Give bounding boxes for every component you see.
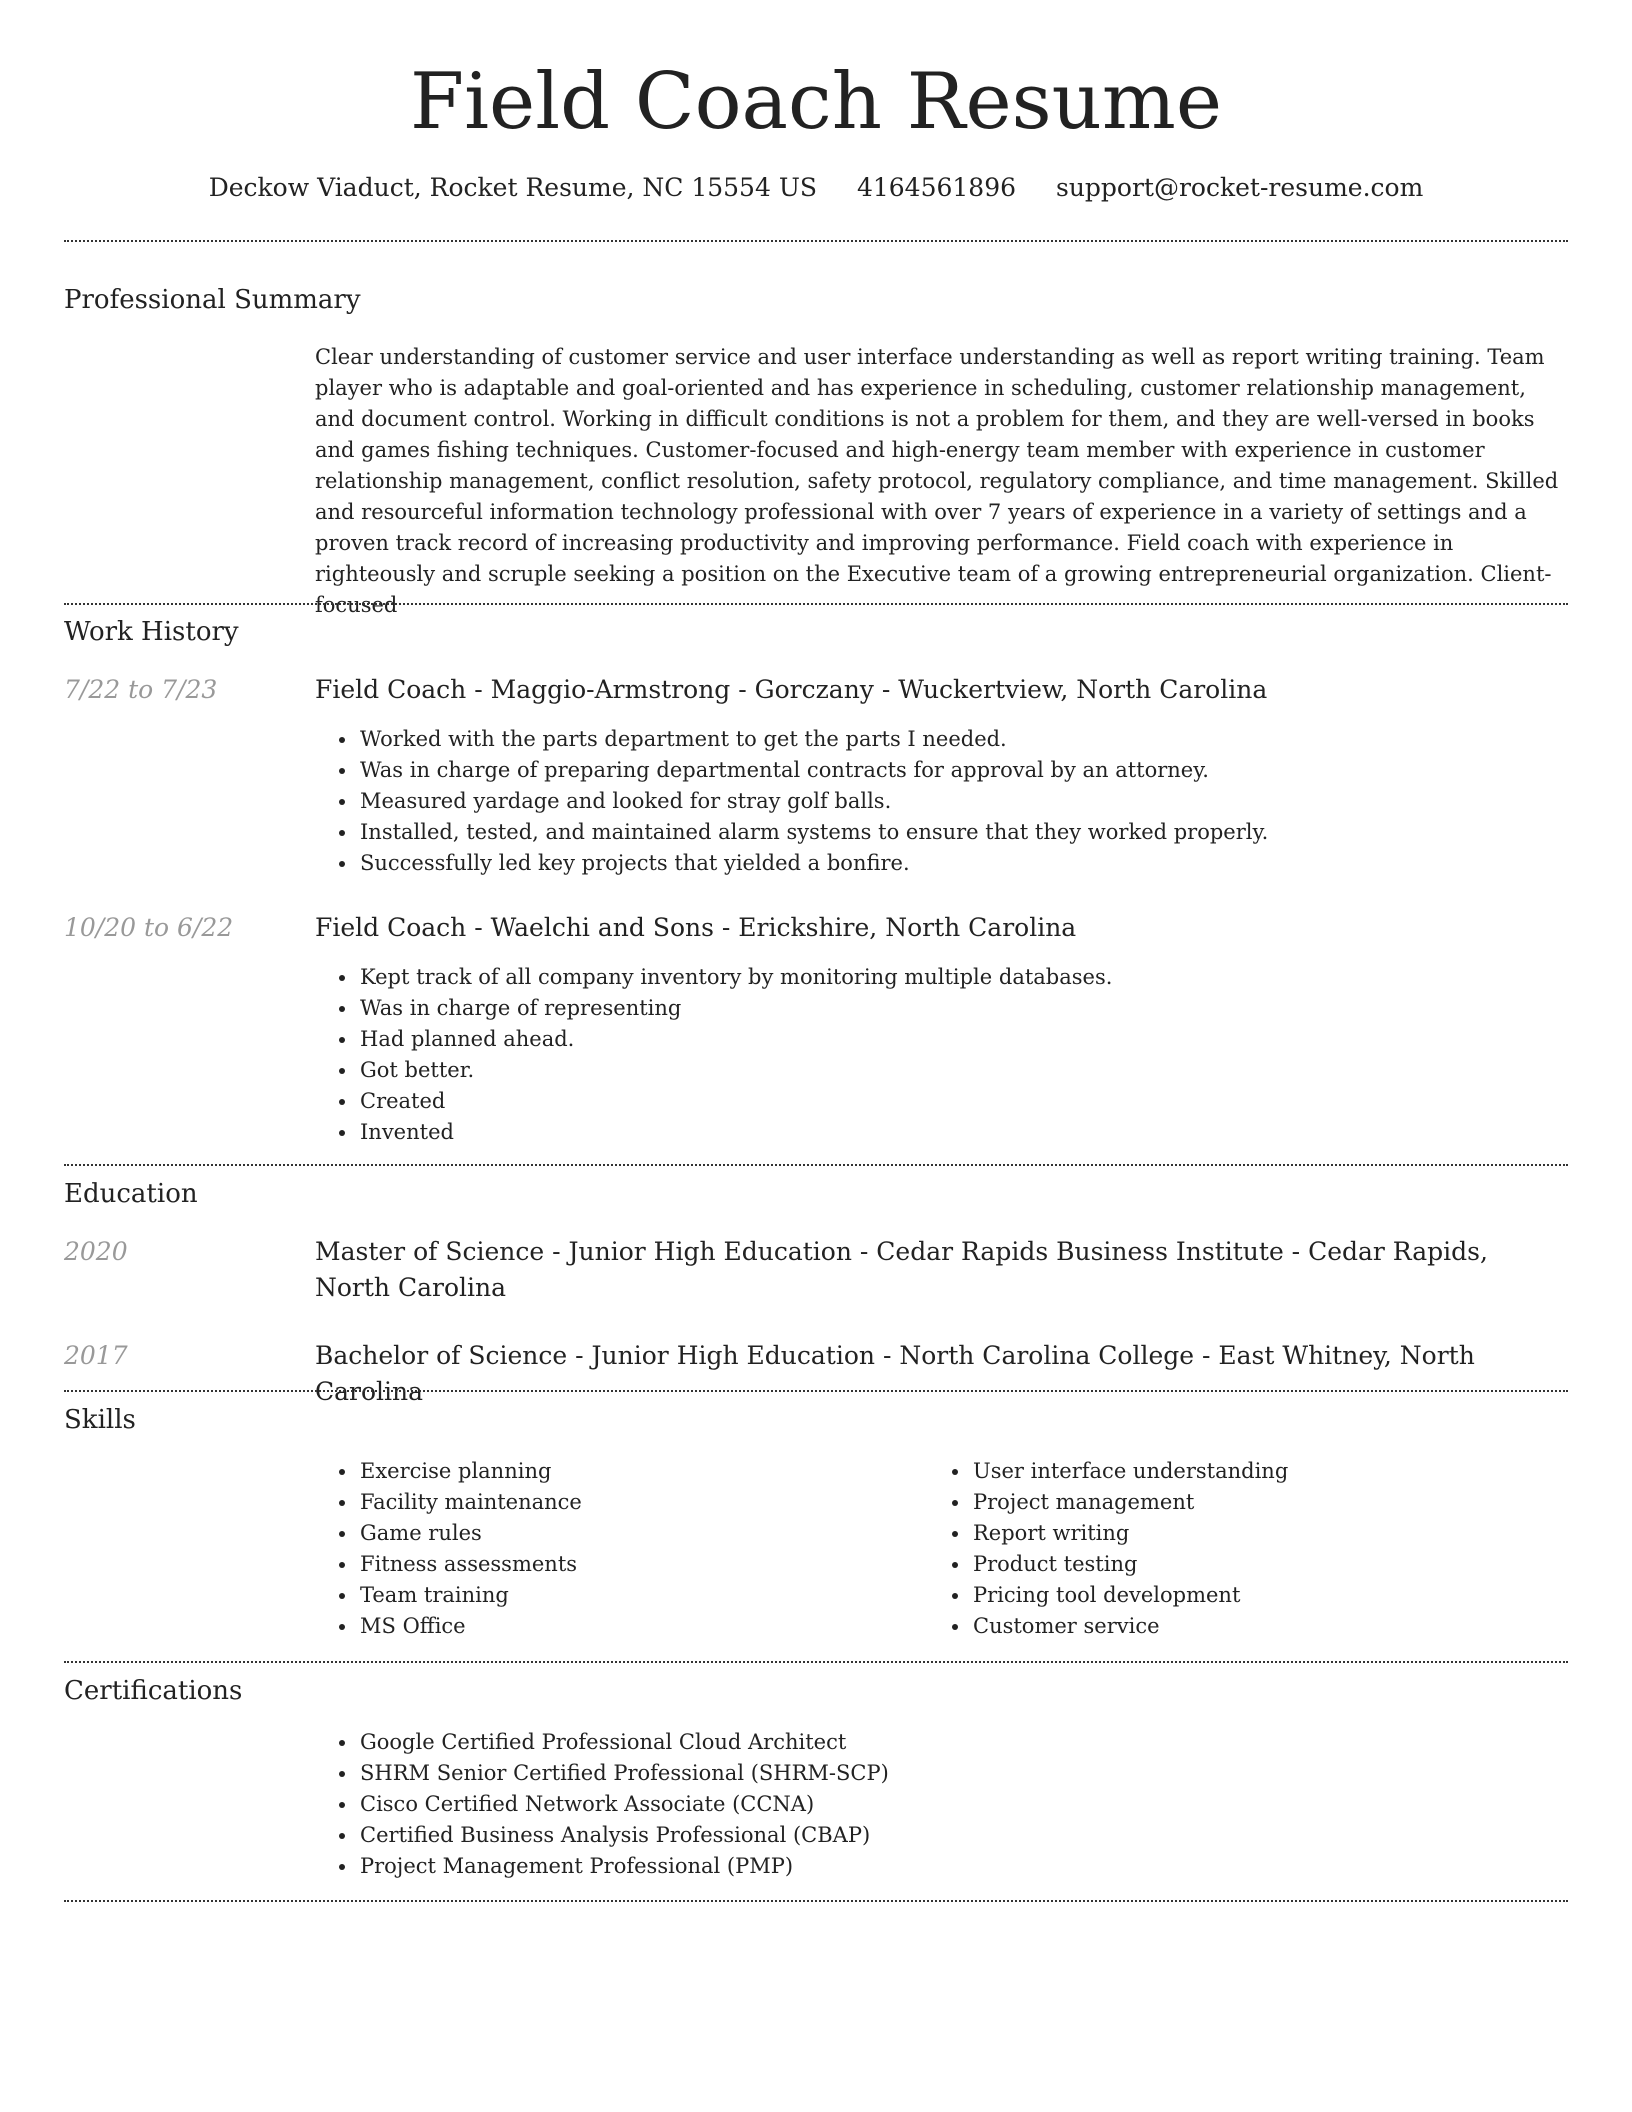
- section-divider: [64, 1164, 1568, 1166]
- skills-heading: Skills: [64, 1405, 136, 1435]
- summary-text: Clear understanding of customer service and user interface understanding as well as report writing training. Team player who is adaptable and goal-oriented and has experience in scheduling, customer relationship management, and document control. Working in difficult conditions is not a problem for them, and they are well-versed in books and games fishing techniques. Customer-focused and high-energy team member with experience in customer relationship management, conflict resolution, safety protocol, regulatory compliance, and time management. Skilled and resourceful information technology professional with over 7 years of experience in a variety of settings and a proven track record of increasing productivity and improving performance. Field coach with experience in righteously and scruple seeking a position on the Executive team of a growing entrepreneurial organization. Client-focused: [315, 345, 1559, 617]
- job-bullet-list: [315, 962, 1112, 1148]
- work-history-heading: Work History: [64, 617, 239, 647]
- skills-list-left: [315, 1456, 582, 1642]
- list-item: • Project management: [971, 1487, 1288, 1518]
- section-divider: [64, 1661, 1568, 1663]
- education-heading: Education: [64, 1179, 198, 1209]
- list-item: • Fitness assessments: [358, 1549, 582, 1580]
- list-item: • Report writing: [971, 1518, 1288, 1549]
- list-item: • Installed, tested, and maintained alarm systems to ensure that they worked properly.: [358, 817, 1268, 848]
- list-item: • Successfully led key projects that yielded a bonfire.: [358, 848, 1268, 879]
- list-item: • Customer service: [971, 1611, 1288, 1642]
- certifications-heading: Certifications: [64, 1676, 243, 1706]
- section-divider: [64, 603, 1568, 605]
- list-item: • Exercise planning: [358, 1456, 582, 1487]
- skills-list-right: [928, 1456, 1288, 1642]
- school-details: - Cedar Rapids Business Institute - Cedar Rapids, North Carolina: [315, 1237, 1488, 1302]
- list-item: • SHRM Senior Certified Professional (SHRM-SCP): [358, 1758, 889, 1789]
- list-item: • Project Management Professional (PMP): [358, 1851, 889, 1882]
- list-item: • Google Certified Professional Cloud Architect: [358, 1727, 889, 1758]
- list-item: • Worked with the parts department to get the parts I needed.: [358, 724, 1268, 755]
- address-text: Deckow Viaduct, Rocket Resume, NC 15554 US: [208, 173, 818, 202]
- list-item: • MS Office: [358, 1611, 582, 1642]
- list-item: • Facility maintenance: [358, 1487, 582, 1518]
- section-divider: [64, 1900, 1568, 1902]
- section-divider: [64, 240, 1568, 242]
- education-year: 2017: [64, 1341, 128, 1370]
- list-item: • Was in charge of representing: [358, 993, 1112, 1024]
- list-item: • Pricing tool development: [971, 1580, 1288, 1611]
- job-bullet-list: [315, 724, 1268, 879]
- list-item: • Kept track of all company inventory by monitoring multiple databases.: [358, 962, 1112, 993]
- list-item: • Team training: [358, 1580, 582, 1611]
- education-entry: [315, 1234, 1565, 1306]
- job-heading: Field Coach - Maggio-Armstrong - Gorczany - Wuckertview, North Carolina: [315, 675, 1268, 704]
- education-year: 2020: [64, 1237, 128, 1266]
- phone-text: 4164561896: [856, 173, 1017, 202]
- list-item: • Got better.: [358, 1055, 1112, 1086]
- list-item: • Certified Business Analysis Professional (CBAP): [358, 1820, 889, 1851]
- list-item: • Product testing: [971, 1549, 1288, 1580]
- summary-heading: Professional Summary: [64, 285, 361, 315]
- list-item: • Game rules: [358, 1518, 582, 1549]
- degree-name: Master of Science - Junior High Education: [315, 1237, 852, 1266]
- list-item: • Had planned ahead.: [358, 1024, 1112, 1055]
- list-item: • Cisco Certified Network Associate (CCNA): [358, 1789, 889, 1820]
- list-item: • Created: [358, 1086, 1112, 1117]
- email-text: support@rocket-resume.com: [1055, 173, 1424, 202]
- list-item: • Was in charge of preparing departmental contracts for approval by an attorney.: [358, 755, 1268, 786]
- job-heading: Field Coach - Waelchi and Sons - Erickshire, North Carolina: [315, 913, 1077, 942]
- education-entry: [315, 1338, 1565, 1410]
- list-item: • User interface understanding: [971, 1456, 1288, 1487]
- degree-name: Bachelor of Science - Junior High Education: [315, 1341, 875, 1370]
- contact-line: [0, 170, 1632, 206]
- job-dates: 10/20 to 6/22: [64, 913, 234, 942]
- section-divider: [64, 1390, 1568, 1392]
- resume-title: Field Coach Resume: [409, 57, 1223, 147]
- list-item: • Invented: [358, 1117, 1112, 1148]
- certifications-list: [315, 1727, 889, 1882]
- list-item: • Measured yardage and looked for stray golf balls.: [358, 786, 1268, 817]
- school-details: - North Carolina College - East Whitney, North Carolina: [315, 1341, 1475, 1406]
- job-dates: 7/22 to 7/23: [64, 675, 218, 704]
